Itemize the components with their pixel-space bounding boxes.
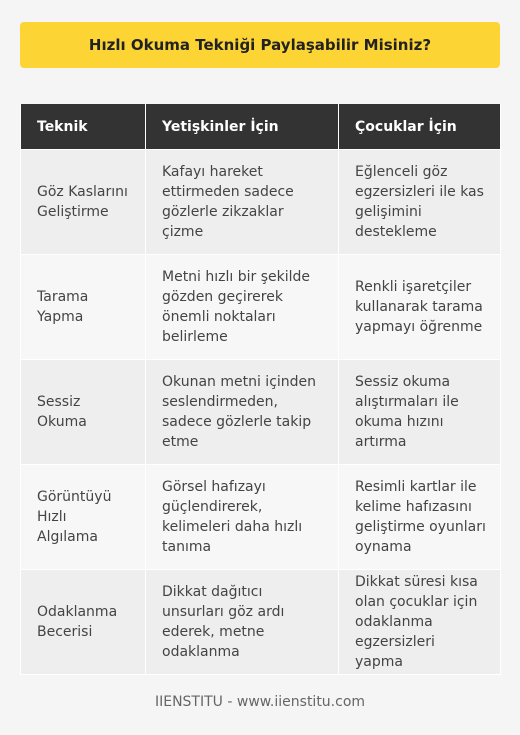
adults-cell: Metni hızlı bir şekilde gözden geçirerek önemli noktaları belirleme bbox=[146, 255, 339, 360]
page-title: Hızlı Okuma Tekniği Paylaşabilir Misiniz? bbox=[20, 22, 500, 68]
technique-cell: Göz Kaslarını Geliştirme bbox=[21, 150, 146, 255]
adults-cell: Okunan metni içinden seslendirmeden, sadece gözlerle takip etme bbox=[146, 360, 339, 465]
children-cell: Dikkat süresi kısa olan çocuklar için odaklanma egzersizleri yapma bbox=[339, 570, 501, 675]
adults-cell: Görsel hafızayı güçlendirerek, kelimeleri daha hızlı tanıma bbox=[146, 465, 339, 570]
children-cell: Sessiz okuma alıştırmaları ile okuma hızını artırma bbox=[339, 360, 501, 465]
table-row bbox=[21, 150, 501, 255]
footer-credit: IIENSTITU - www.iienstitu.com bbox=[154, 694, 366, 710]
children-cell: Eğlenceli göz egzersizleri ile kas gelişimini destekleme bbox=[339, 150, 501, 255]
column-header-adults: Yetişkinler İçin bbox=[146, 104, 339, 150]
table-header-row bbox=[21, 104, 501, 150]
table-row bbox=[21, 360, 501, 465]
table-row bbox=[21, 570, 501, 675]
technique-cell: Sessiz Okuma bbox=[21, 360, 146, 465]
children-cell: Resimli kartlar ile kelime hafızasını geliştirme oyunları oynama bbox=[339, 465, 501, 570]
technique-cell: Tarama Yapma bbox=[21, 255, 146, 360]
table-row bbox=[21, 465, 501, 570]
table-row bbox=[21, 255, 501, 360]
column-header-technique: Teknik bbox=[21, 104, 146, 150]
adults-cell: Dikkat dağıtıcı unsurları göz ardı ederek, metne odaklanma bbox=[146, 570, 339, 675]
technique-table bbox=[20, 104, 501, 675]
column-header-children: Çocuklar İçin bbox=[339, 104, 501, 150]
technique-cell: Görüntüyü Hızlı Algılama bbox=[21, 465, 146, 570]
technique-cell: Odaklanma Becerisi bbox=[21, 570, 146, 675]
adults-cell: Kafayı hareket ettirmeden sadece gözlerle zikzaklar çizme bbox=[146, 150, 339, 255]
children-cell: Renkli işaretçiler kullanarak tarama yapmayı öğrenme bbox=[339, 255, 501, 360]
